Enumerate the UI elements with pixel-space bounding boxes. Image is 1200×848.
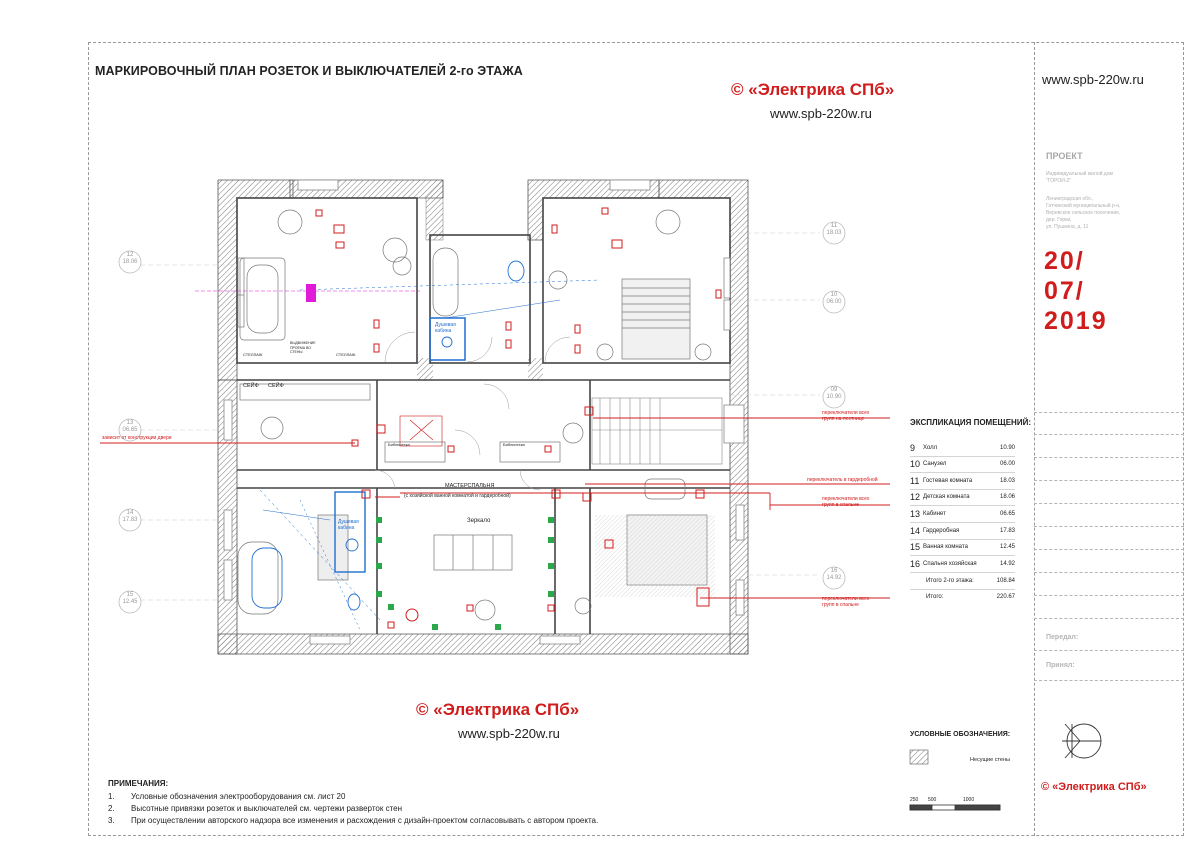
date-day: 20/ <box>1044 247 1085 275</box>
date-year: 2019 <box>1044 307 1108 335</box>
axis-14: 14 17.83 <box>122 510 138 523</box>
label-shower-2: Душевая кабина <box>338 519 359 531</box>
explication-title: ЭКСПЛИКАЦИЯ ПОМЕЩЕНИЙ: <box>910 418 1031 427</box>
scale-bar <box>910 805 1000 810</box>
stamp-row <box>1034 595 1184 596</box>
scale-tick-1000: 1000 <box>963 797 975 803</box>
label-switch-bedroom-2: переключатели всех групп в спальне <box>822 596 870 608</box>
stamp-row <box>1034 526 1184 527</box>
project-heading: ПРОЕКТ <box>1046 151 1083 161</box>
axis-11: 11 18.03 <box>826 223 842 236</box>
label-mirror: Зеркало <box>467 518 491 524</box>
scale-tick-500: 500 <box>928 797 937 803</box>
stamp-row <box>1034 618 1184 619</box>
legend-swatch <box>910 750 928 764</box>
stamp-passed: Передал: <box>1046 634 1079 641</box>
brand-side: © «Электрика СПб» <box>1041 781 1147 793</box>
brand-bottom: © «Электрика СПб» <box>416 700 580 719</box>
explication-row: 11 Гостевая комната 18.03 <box>910 474 1015 490</box>
explication-row: 14 Гардеробная 17.83 <box>910 524 1015 540</box>
label-master-bedroom-sub: (с хозяйской ванной комнатой и гардеробной) <box>404 493 511 499</box>
stamp-row <box>1034 457 1184 458</box>
url-top: www.spb-220w.ru <box>770 106 872 121</box>
axis-15: 15 12.45 <box>122 592 138 605</box>
label-door-note: зависит от конструкции двери <box>102 435 172 441</box>
furniture <box>238 210 715 620</box>
axis-13: 13 06.65 <box>122 420 138 433</box>
explication-row: 15 Ванная комната 12.45 <box>910 540 1015 556</box>
brand-top: © «Электрика СПб» <box>731 80 895 99</box>
axis-10: 10 06.00 <box>826 292 842 305</box>
explication-row: 16 Спальня хозяйская 14.92 <box>910 557 1015 573</box>
doors <box>375 332 570 490</box>
stamp-row <box>1034 549 1184 550</box>
url-bottom: www.spb-220w.ru <box>458 726 560 741</box>
label-master-bedroom: МАСТЕРСПАЛЬНЯ <box>445 483 495 489</box>
label-rack-2: СТЕЛЛАЖ <box>336 352 356 357</box>
stamp-row <box>1034 480 1184 481</box>
green-sockets <box>376 517 554 630</box>
explication-total: Итого: 220.67 <box>926 594 1015 600</box>
axis-16: 16 14.92 <box>826 568 842 581</box>
label-switch-stair: переключатели всех групп на лестнице <box>822 410 870 422</box>
stamp-row <box>1034 503 1184 504</box>
notes-heading: ПРИМЕЧАНИЯ: <box>108 779 169 788</box>
project-address: Ленинградская обл., Гатчинский муниципальный р-н, Веревское сельское поселение, дер. Горки, ул. Пушкина, д. 11 <box>1046 196 1121 230</box>
label-library-1: Библиотека <box>388 442 410 447</box>
label-switch-bedroom-1: переключатели всех групп в спальне <box>822 496 870 508</box>
axis-09: 09 10.90 <box>826 387 842 400</box>
label-switch-wardrobe: переключатель в гардеробной <box>807 477 878 483</box>
stamp-received: Принял: <box>1046 662 1075 669</box>
scale-tick-250: 250 <box>910 797 919 803</box>
label-protrusion: ВЫДВИЖЕНИЕ ПРОЁМА ВО СТЕНЫ <box>290 341 316 354</box>
label-safe-1: СЕЙФ <box>243 383 259 389</box>
sheet-title: МАРКИРОВОЧНЫЙ ПЛАН РОЗЕТОК И ВЫКЛЮЧАТЕЛЕЙ 2-го ЭТАЖА <box>95 64 523 78</box>
date-month: 07/ <box>1044 277 1085 305</box>
project-description: Индивидуальный жилой дом "ГОРОИ-2" <box>1046 171 1113 184</box>
north-arrow <box>1062 724 1101 758</box>
explication-total-floor: Итого 2-го этажа: 108.84 <box>910 574 1015 590</box>
axis-12: 12 18.06 <box>122 252 138 265</box>
stamp-row <box>1034 572 1184 573</box>
stamp-row <box>1034 434 1184 435</box>
label-rack-1: СТЕЛЛАЖ <box>243 352 263 357</box>
stamp-row <box>1034 412 1184 413</box>
explication-row: 13 Кабинет 06.65 <box>910 507 1015 523</box>
legend-title: УСЛОВНЫЕ ОБОЗНАЧЕНИЯ: <box>910 731 1011 738</box>
explication-row: 9 Холл 10.90 <box>910 441 1015 457</box>
label-shower-1: Душевая кабина <box>435 322 456 334</box>
explication-row: 12 Детская комната 18.06 <box>910 490 1015 506</box>
label-library-2: Библиотека <box>503 442 525 447</box>
label-safe-2: СЕЙФ <box>268 383 284 389</box>
stairs <box>592 398 722 464</box>
legend-bearing-walls: Несущие стены <box>970 757 1010 763</box>
explication-row: 10 Санузел 06.00 <box>910 457 1015 473</box>
stamp-row <box>1034 680 1184 681</box>
side-url: www.spb-220w.ru <box>1042 72 1144 87</box>
stamp-row <box>1034 650 1184 651</box>
